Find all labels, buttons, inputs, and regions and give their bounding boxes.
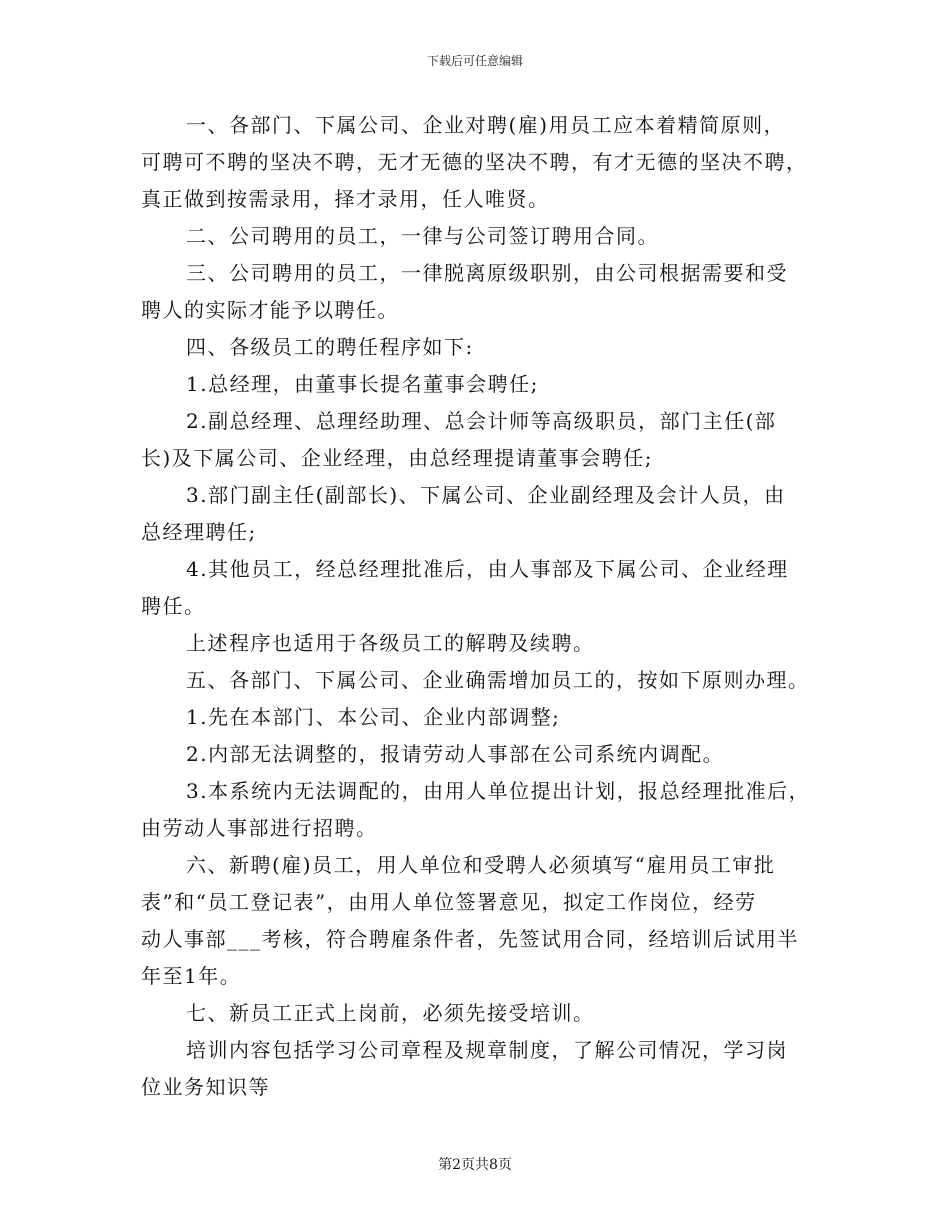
- paragraph-4-1: [141, 366, 813, 403]
- paragraph-4-2: [141, 403, 813, 477]
- page-header: 下载后可任意编辑: [426, 54, 523, 68]
- text-line: 1.总经理，由董事长提名董事会聘任;: [186, 372, 539, 396]
- text-line: 上述程序也适用于各级员工的解聘及续聘。: [186, 631, 595, 655]
- text-line: 可聘可不聘的坚决不聘，无才无德的坚决不聘，有才无德的坚决不聘，: [141, 150, 808, 174]
- text-line: 一、各部门、下属公司、企业对聘(雇)用员工应本着精简原则，: [186, 113, 786, 137]
- text-line: 3.本系统内无法调配的，由用人单位提出计划，报总经理批准后，: [186, 779, 811, 803]
- text-line: 培训内容包括学习公司章程及规章制度，了解公司情况，学习岗: [186, 1038, 788, 1062]
- paragraph-6: [141, 847, 813, 995]
- text-line: 三、公司聘用的员工，一律脱离原级职别，由公司根据需要和受: [186, 261, 788, 285]
- text-line: 二、公司聘用的员工，一律与公司签订聘用合同。: [186, 224, 659, 248]
- text-line: 年至1年。: [141, 964, 242, 988]
- paragraph-5-2: [141, 736, 813, 773]
- paragraph-4-note: [141, 625, 813, 662]
- text-line: 四、各级员工的聘任程序如下:: [186, 335, 474, 359]
- paragraph-4-4: [141, 551, 813, 625]
- text-line: 真正做到按需录用，择才录用，任人唯贤。: [141, 187, 550, 211]
- text-line: 长)及下属公司、企业经理，由总经理提请董事会聘任;: [141, 446, 654, 470]
- paragraph-4-3: [141, 477, 813, 551]
- text-line: 七、新员工正式上岗前，必须先接受培训。: [186, 1001, 595, 1025]
- text-line: 聘人的实际才能予以聘任。: [141, 298, 399, 322]
- paragraph-4: [141, 329, 813, 366]
- text-line: 由劳动人事部进行招聘。: [141, 816, 378, 840]
- text-line: 表”和“员工登记表”，由用人单位签署意见，拟定工作岗位，经劳: [141, 890, 757, 914]
- text-line: 4.其他员工，经总经理批准后，由人事部及下属公司、企业经理: [186, 557, 789, 581]
- paragraph-7-training: [141, 1032, 813, 1106]
- paragraph-5-1: [141, 699, 813, 736]
- text-line: 1.先在本部门、本公司、企业内部调整;: [186, 705, 561, 729]
- page-number: 第2页共8页: [438, 1157, 512, 1173]
- text-line: 动人事部___考核，符合聘雇条件者，先签试用合同，经培训后试用半: [141, 927, 799, 951]
- text-line: 2.内部无法调整的，报请劳动人事部在公司系统内调配。: [186, 742, 725, 766]
- paragraph-2: [141, 218, 813, 255]
- text-line: 位业务知识等: [141, 1075, 270, 1099]
- text-line: 总经理聘任;: [141, 520, 257, 544]
- paragraph-1: [141, 107, 813, 218]
- paragraph-3: [141, 255, 813, 329]
- text-line: 2.副总经理、总理经助理、总会计师等高级职员，部门主任(部: [186, 409, 777, 433]
- paragraph-5: [141, 662, 813, 699]
- document-body: [141, 107, 813, 1106]
- paragraph-5-3: [141, 773, 813, 847]
- text-line: 3.部门副主任(副部长)、下属公司、企业副经理及会计人员，由: [186, 483, 786, 507]
- text-line: 聘任。: [141, 594, 206, 618]
- paragraph-7: [141, 995, 813, 1032]
- text-line: 五、各部门、下属公司、企业确需增加员工的，按如下原则办理。: [186, 668, 810, 692]
- text-line: 六、新聘(雇)员工，用人单位和受聘人必须填写“雇用员工审批: [186, 853, 776, 877]
